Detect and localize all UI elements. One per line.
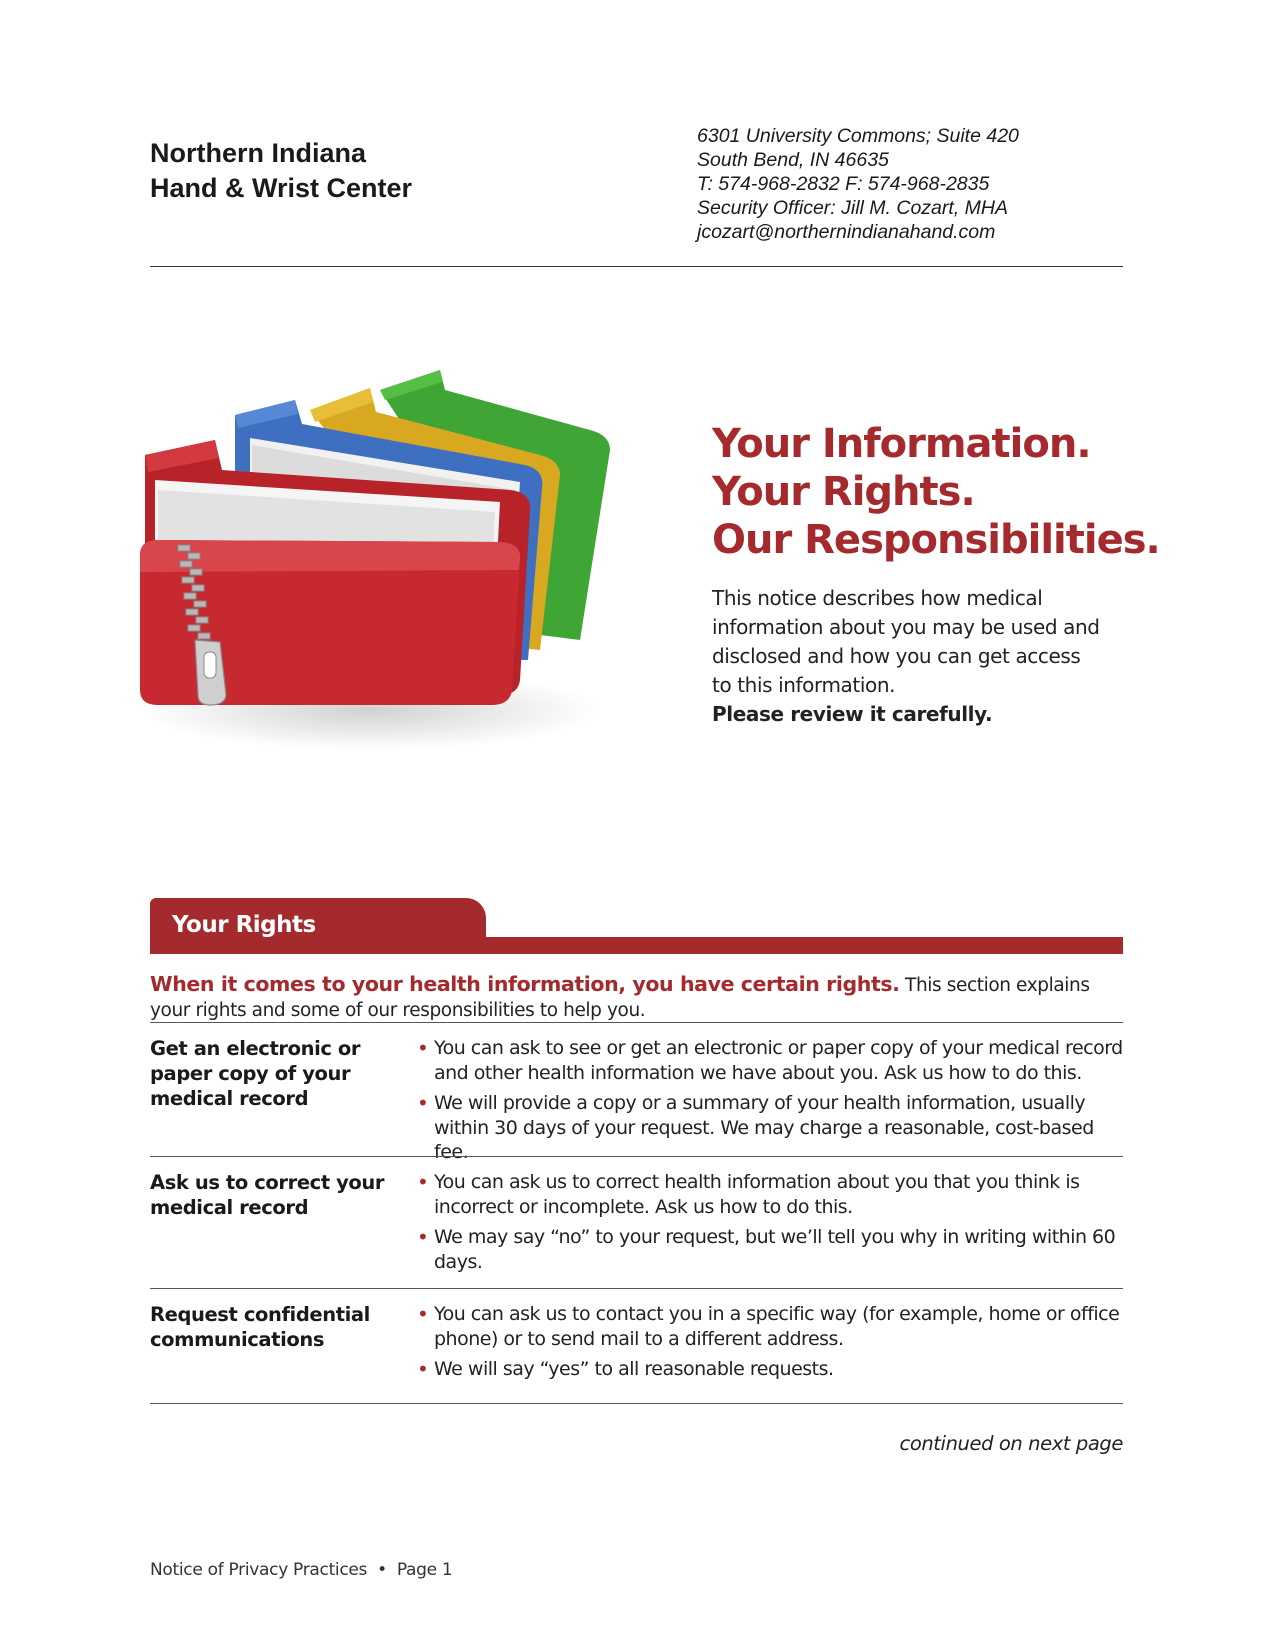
contact-officer-line: Security Officer: Jill M. Cozart, MHA bbox=[697, 197, 1008, 219]
headline-line-2: Your Rights. bbox=[712, 469, 975, 515]
list-item: • You can ask to see or get an electronic or paper copy of your medical record and other health information we have about you. Ask us how to do this. bbox=[416, 1036, 1126, 1085]
headline-line-3: Our Responsibilities. bbox=[712, 517, 1160, 563]
row-divider bbox=[150, 1156, 1123, 1157]
row-divider bbox=[150, 1022, 1123, 1023]
page-title bbox=[712, 420, 1160, 564]
list-item: • We may say “no” to your request, but we’ll tell you why in writing within 60 days. bbox=[416, 1225, 1126, 1274]
contact-city-line: South Bend, IN 46635 bbox=[697, 149, 889, 171]
section-title: Your Rights bbox=[172, 912, 316, 938]
list-item: • You can ask us to contact you in a specific way (for example, home or office phone) or to send mail to a different address. bbox=[416, 1302, 1126, 1351]
footer-page-number: Page 1 bbox=[396, 1560, 453, 1580]
row-bullets bbox=[416, 1302, 1126, 1388]
headline-line-1: Your Information. bbox=[712, 421, 1091, 467]
intro-description: This notice describes how medical information about you may be used and disclosed and how you can get access to this information. bbox=[712, 586, 1100, 697]
org-name-line-1: Northern Indiana bbox=[150, 138, 367, 168]
row-title: Request confidential communications bbox=[150, 1303, 370, 1351]
row-title: Get an electronic or paper copy of your medical record bbox=[150, 1037, 361, 1110]
row-bullets bbox=[416, 1036, 1126, 1171]
intro-text bbox=[712, 584, 1102, 729]
list-item: • We will provide a copy or a summary of your health information, usually within 30 days of your request. We may charge a reasonable, cost-based fee. bbox=[416, 1091, 1126, 1165]
header-divider bbox=[150, 266, 1123, 267]
section-lead bbox=[150, 972, 1110, 1023]
row-title: Ask us to correct your medical record bbox=[150, 1171, 385, 1219]
list-item: • We will say “yes” to all reasonable requests. bbox=[416, 1357, 1126, 1382]
section-tab bbox=[150, 898, 486, 954]
footer-separator: • bbox=[377, 1560, 387, 1580]
continued-note: continued on next page bbox=[899, 1432, 1123, 1455]
contact-email-line: jcozart@northernindianahand.com bbox=[697, 221, 996, 243]
row-divider bbox=[150, 1403, 1123, 1404]
page-footer bbox=[150, 1560, 452, 1580]
list-item: • You can ask us to correct health information about you that you think is incorrect or incomplete. Ask us how to do this. bbox=[416, 1170, 1126, 1219]
org-name-line-2: Hand & Wrist Center bbox=[150, 173, 413, 203]
footer-doc-name: Notice of Privacy Practices bbox=[150, 1560, 368, 1580]
contact-phone-line: T: 574-968-2832 F: 574-968-2835 bbox=[697, 173, 990, 195]
row-bullets bbox=[416, 1170, 1126, 1280]
row-divider bbox=[150, 1288, 1123, 1289]
intro-review-note: Please review it carefully. bbox=[712, 702, 993, 726]
contact-address-line: 6301 University Commons; Suite 420 bbox=[697, 125, 1019, 147]
section-lead-rest: This section explains your rights and some of our responsibilities to help you. bbox=[150, 975, 1090, 1021]
organization-name bbox=[150, 136, 412, 206]
colored-folders-icon bbox=[140, 360, 680, 780]
contact-block bbox=[697, 124, 1019, 244]
section-lead-bold: When it comes to your health information, you have certain rights. bbox=[150, 972, 900, 996]
